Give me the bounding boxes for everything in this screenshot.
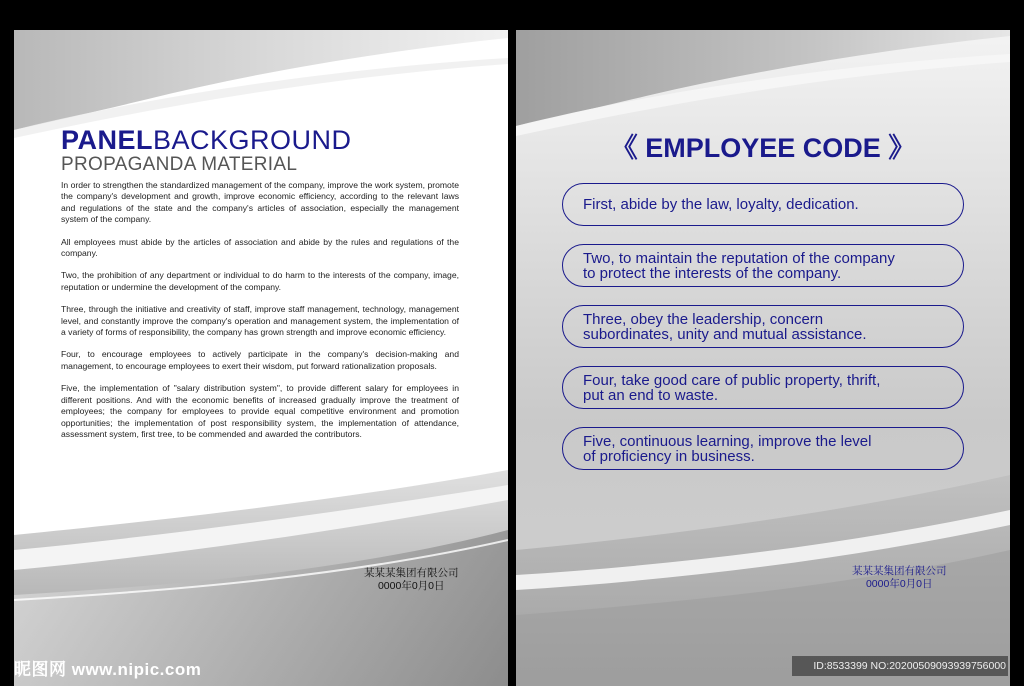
code-item-1 [562,183,964,226]
code-item-2 [562,244,964,287]
title-bold: PANEL [61,125,154,155]
site-watermark: 昵图网 www.nipic.com [14,660,202,679]
page-subtitle: PROPAGANDA MATERIAL [61,154,298,175]
code-item-line: First, abide by the law, loyalty, dedication. [583,196,859,213]
code-item-3 [562,305,964,348]
paragraph: In order to strengthen the standardized management of the company, improve the work system, promote the company's development and growth, improve economic efficiency, according to the relevant laws and regulations of the state and the company's articles of association, especially the management system of the company. [61,180,459,225]
code-item-line: to protect the interests of the company. [583,264,842,282]
code-item-5 [562,427,964,470]
paragraph: Five, the implementation of "salary distribution system", to provide different salary for employees in different positions. And with the economic benefits of increased gradually improve the treatment of employees; the company for employees to provide equal competitive environment and promotion opportunities; the implementation of post responsibility system, the implementation of attendance, assessment system, first tree, to be commended and awarded the contributors. [61,383,459,439]
code-item-line: subordinates, unity and mutual assistance. [583,325,867,343]
body-text [61,180,459,451]
code-item-4 [562,366,964,409]
code-item-line: put an end to waste. [583,386,719,404]
company-name: 某某某集团有限公司 [852,565,947,577]
code-item-line: Four, take good care of public property, thrift, [583,371,881,389]
employee-code-title: 《 EMPLOYEE CODE 》 [610,133,916,163]
left-title-block [61,125,352,175]
company-date: 0000年0月0日 [865,578,933,590]
left-panel [14,30,508,686]
company-footer [364,567,459,593]
page-title [61,125,352,155]
paragraph: Four, to encourage employees to actively participate in the company's decision-making and management, to encourage employees to exert their wisdom, put forward rationalization proposals. [61,349,459,371]
paragraph: All employees must abide by the articles of association and abide by the rules and regulations of the company. [61,236,459,259]
company-date: 0000年0月0日 [377,580,445,592]
code-item-line: Three, obey the leadership, concern [583,310,824,328]
title-regular: BACKGROUND [153,125,352,155]
code-item-line: Two, to maintain the reputation of the company [583,249,895,267]
company-name: 某某某集团有限公司 [364,567,459,579]
image-id-watermark: ID:8533399 NO:20200509093939756000 [792,656,1008,676]
company-footer [852,565,947,591]
paragraph: Three, through the initiative and creativity of staff, improve staff management, technology, management level, and constantly improve the company's operation and management system, the implementation of a variety of forms of responsibility, the company has grown strength and improve economic efficiency. [61,304,459,338]
right-panel [516,30,1010,686]
code-item-line: Five, continuous learning, improve the level [583,432,872,450]
paragraph: Two, the prohibition of any department or individual to do harm to the interests of the company, image, reputation or undermine the development of the company. [61,270,459,292]
code-item-line: of proficiency in business. [583,447,755,465]
